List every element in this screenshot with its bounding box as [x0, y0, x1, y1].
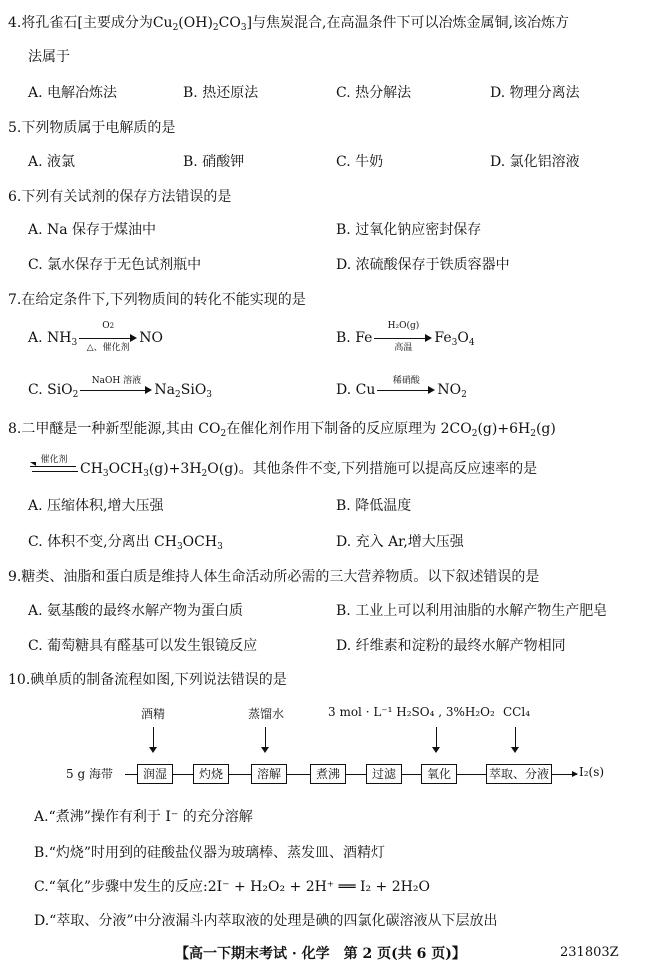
- q10-option-d: D.“萃取、分液”中分液漏斗内萃取液的处理是碘的四氯化碳溶液从下层放出: [34, 913, 498, 929]
- q7-c-arrow: [80, 376, 152, 397]
- q8-l2-d: O(g)。其他条件不变,下列措施可以提高反应速率的是: [207, 461, 538, 477]
- q7-b-sub2: 4: [468, 338, 475, 348]
- q4-co: CO: [218, 15, 241, 31]
- step-wet: 润湿: [137, 764, 173, 784]
- q7-b-above: H₂O(g): [387, 321, 420, 331]
- q8-c-text: C. 体积不变,分离出 CH: [28, 534, 177, 550]
- q7-c-above: NaOH 溶液: [91, 376, 142, 386]
- q10-option-c: C.“氧化”步骤中发生的反应:2I⁻ + H₂O₂ + 2H⁺ ══ I₂ + 2H₂O: [34, 879, 430, 895]
- q8-text-b: 在催化剂作用下制备的反应原理为 2CO: [226, 421, 472, 437]
- q7-a-above: O: [102, 321, 110, 331]
- q5-option-c: C. 牛奶: [336, 154, 384, 170]
- q7-d-arrow: [377, 376, 435, 397]
- q5-option-a: A. 液氯: [28, 154, 76, 170]
- q10-option-a: A.“煮沸”操作有利于 I⁻ 的充分溶解: [34, 809, 253, 825]
- q7-option-b: [336, 321, 475, 353]
- q8-l2-sub2: 3: [143, 469, 149, 479]
- flow-start: 5 g 海带: [66, 767, 113, 781]
- reagent-alcohol: 酒精: [141, 707, 166, 721]
- q7-b-product: Fe: [434, 330, 452, 346]
- q5-stem: 5.下列物质属于电解质的是: [8, 120, 176, 136]
- q6-option-c: C. 氯水保存于无色试剂瓶中: [28, 257, 202, 273]
- paper-code: 231803Z: [560, 945, 619, 960]
- q7-d-label: D. Cu: [336, 382, 376, 398]
- q7-option-a: [28, 321, 163, 353]
- q7-b-sub1: 3: [451, 338, 458, 348]
- q8-l2-a: CH: [80, 461, 103, 477]
- q8-catalyst: 催化剂: [40, 455, 68, 465]
- q8-sub-a: 2: [220, 429, 227, 439]
- q4-line2: 法属于: [28, 49, 70, 65]
- q4-option-d: D. 物理分离法: [490, 85, 580, 101]
- reagent-ccl4: CCl₄: [503, 705, 531, 719]
- q7-c-product: Na: [154, 382, 176, 398]
- q9-option-d: D. 纤维素和淀粉的最终水解产物相同: [336, 638, 566, 654]
- q7-c-si: SiO: [180, 382, 207, 398]
- q7-d-above: 稀硝酸: [392, 376, 420, 386]
- q4-sub1: 2: [172, 23, 179, 33]
- page-footer: 【高一下期末考试 · 化学 第 2 页(共 6 页)】: [175, 946, 466, 962]
- q8-sub-b: 2: [471, 429, 478, 439]
- q7-c-label: C. SiO: [28, 382, 73, 398]
- q8-c-sub2: 3: [217, 542, 223, 552]
- q10-option-b: B.“灼烧”时用到的硅酸盐仪器为玻璃棒、蒸发皿、酒精灯: [34, 845, 386, 861]
- q7-d-sub: 2: [461, 390, 467, 400]
- q4-sub2: 2: [212, 23, 219, 33]
- q9-option-b: B. 工业上可以利用油脂的水解产物生产肥皂: [336, 603, 608, 619]
- q4-line1: [8, 12, 569, 33]
- q8-text-c: (g)+6H: [477, 421, 531, 437]
- q7-a-above-sub: 2: [109, 322, 115, 330]
- reagent-water: 蒸馏水: [248, 707, 285, 721]
- q10-stem: 10.碘单质的制备流程如图,下列说法错误的是: [8, 672, 287, 688]
- q7-b-below: 高温: [394, 343, 413, 353]
- q7-c-sub1: 2: [175, 390, 181, 400]
- q9-option-a: A. 氨基酸的最终水解产物为蛋白质: [28, 603, 244, 619]
- step-oxidize: 氧化: [421, 764, 457, 784]
- reagent-acid-peroxide: 3 mol · L⁻¹ H₂SO₄ , 3%H₂O₂: [328, 705, 495, 719]
- q8-text-d: (g): [535, 421, 556, 437]
- q7-option-c: [28, 376, 213, 400]
- step-burn: 灼烧: [193, 764, 229, 784]
- q8-text-a: 8.二甲醚是一种新型能源,其由 CO: [8, 421, 221, 437]
- q8-l2-sub3: 2: [201, 469, 208, 479]
- q5-option-b: B. 硝酸钾: [183, 154, 245, 170]
- q4-option-b: B. 热还原法: [183, 85, 259, 101]
- q8-sub-c: 2: [530, 429, 536, 439]
- q7-c-sub: 2: [72, 390, 79, 400]
- q6-option-b: B. 过氧化钠应密封保存: [336, 222, 482, 238]
- q6-option-d: D. 浓硫酸保存于铁质容器中: [336, 257, 510, 273]
- q7-stem: 7.在给定条件下,下列物质间的转化不能实现的是: [8, 292, 306, 308]
- q8-line2: [28, 455, 538, 479]
- step-filter: 过滤: [366, 764, 402, 784]
- q4-text-b: ]与焦炭混合,在高温条件下可以冶炼金属铜,该冶炼方: [246, 15, 569, 31]
- q8-l2-b: OCH: [108, 461, 144, 477]
- q8-l2-sub1: 3: [102, 469, 109, 479]
- q9-stem: 9.糖类、油脂和蛋白质是维持人体生命活动所必需的三大营养物质。以下叙述错误的是: [8, 569, 540, 585]
- q7-b-label: B. Fe: [336, 330, 373, 346]
- step-boil: 煮沸: [310, 764, 346, 784]
- q8-option-a: A. 压缩体积,增大压强: [28, 498, 164, 514]
- q7-option-d: [336, 376, 467, 400]
- q8-c-sub1: 3: [176, 542, 183, 552]
- q8-option-d: D. 充入 Ar,增大压强: [336, 534, 464, 550]
- q4-cu: Cu: [152, 15, 173, 31]
- q7-a-arrow: [79, 321, 137, 353]
- q4-sub3: 3: [240, 23, 247, 33]
- q7-a-label: A. NH: [28, 330, 72, 346]
- q6-option-a: A. Na 保存于煤油中: [28, 222, 157, 238]
- q7-a-below: △、催化剂: [86, 343, 130, 353]
- q5-option-d: D. 氯化铝溶液: [490, 154, 580, 170]
- q4-oh: (OH): [178, 15, 213, 31]
- q7-d-product: NO: [437, 382, 462, 398]
- q9-option-c: C. 葡萄糖具有醛基可以发生银镜反应: [28, 638, 258, 654]
- flow-end: I₂(s): [579, 765, 605, 779]
- q8-l2-c: (g)+3H: [148, 461, 202, 477]
- q4-option-a: A. 电解冶炼法: [28, 85, 118, 101]
- flow-end-arrowhead: [572, 771, 578, 777]
- q8-line1: [8, 418, 556, 439]
- q4-option-c: C. 热分解法: [336, 85, 412, 101]
- step-extract: 萃取、分液: [486, 764, 552, 784]
- q7-a-product: NO: [139, 330, 163, 346]
- step-dissolve: 溶解: [251, 764, 287, 784]
- q4-text-a: 4.将孔雀石[主要成分为: [8, 15, 153, 31]
- q7-b-o: O: [457, 330, 469, 346]
- q8-option-c: [28, 531, 223, 552]
- q7-b-arrow: [374, 321, 432, 353]
- q8-equilibrium-arrow: [30, 455, 78, 476]
- q8-c-mid: OCH: [182, 534, 218, 550]
- q7-c-sub2: 3: [206, 390, 213, 400]
- q6-stem: 6.下列有关试剂的保存方法错误的是: [8, 189, 232, 205]
- q8-option-b: B. 降低温度: [336, 498, 412, 514]
- q7-a-sub: 3: [71, 338, 78, 348]
